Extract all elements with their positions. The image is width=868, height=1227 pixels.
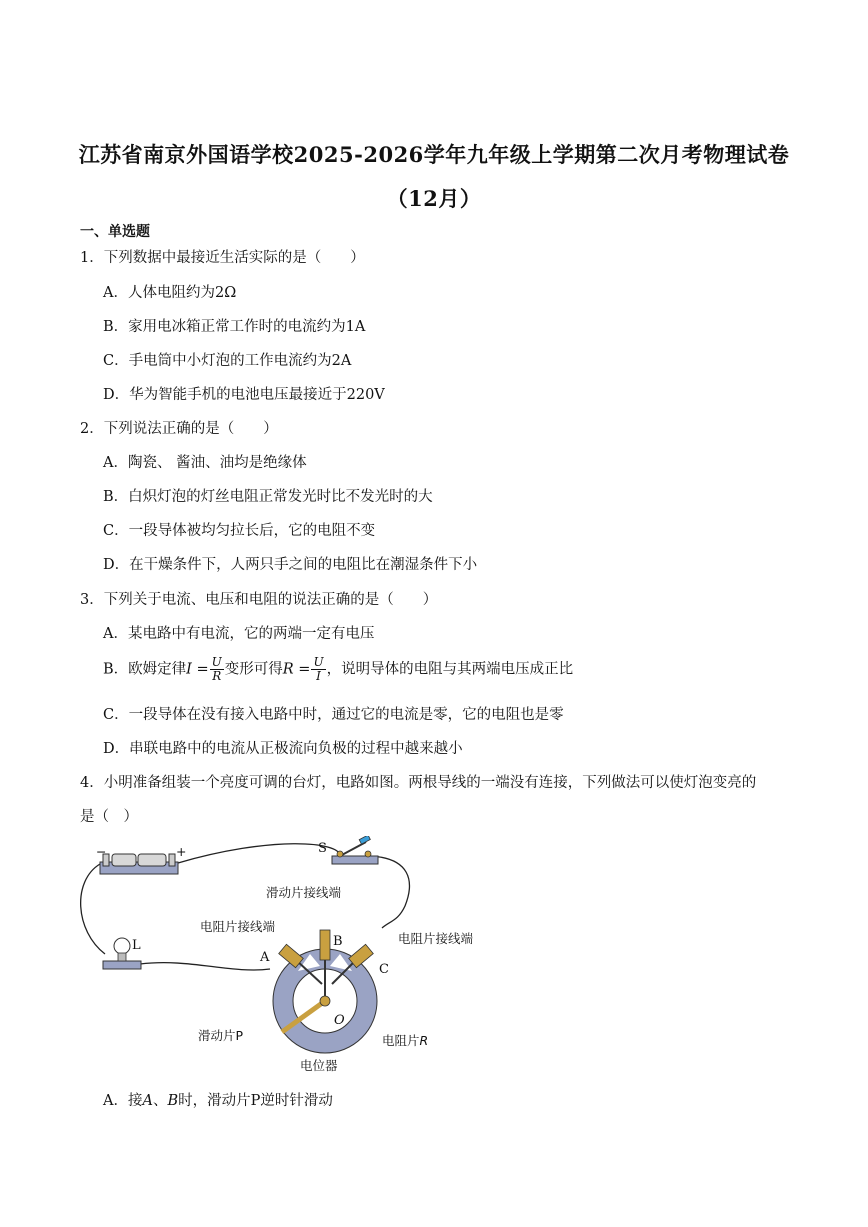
option-b-prefix: B．欧姆定律 xyxy=(103,661,187,678)
resistor-label xyxy=(382,1033,428,1048)
formula-2-numerator: U xyxy=(313,655,324,669)
question-1-stem: 1．下列数据中最接近生活实际的是（ ） xyxy=(80,250,365,266)
resistor-label-prefix: 电阻片 xyxy=(382,1033,420,1048)
center-o-label: O xyxy=(334,1013,345,1028)
question-4-stem-line2: 是（ ） xyxy=(80,809,138,825)
formula-1-denominator: R xyxy=(212,669,222,683)
exam-title: 江苏省南京外国语学校2025-2026学年九年级上学期第二次月考物理试卷 xyxy=(78,142,790,167)
terminal-b-label: B xyxy=(333,934,343,949)
question-4-option-a xyxy=(103,1091,333,1111)
switch-label: S xyxy=(318,841,327,856)
question-2-option-c: C．一段导体被均匀拉长后，它的电阻不变 xyxy=(103,523,376,539)
question-1-option-a: A．人体电阻约为2Ω xyxy=(103,285,237,301)
wire-battery-to-switch xyxy=(178,844,340,863)
slider-label: 滑动片P xyxy=(198,1028,244,1043)
formula-2-denominator: I xyxy=(316,669,321,683)
question-1-option-c: C．手电筒中小灯泡的工作电流约为2A xyxy=(103,353,352,369)
battery-icon xyxy=(100,854,178,874)
exam-subtitle: （12月） xyxy=(386,186,482,211)
slider-terminal-label: 滑动片接线端 xyxy=(266,885,342,900)
question-2-option-b: B．白炽灯泡的灯丝电阻正常发光时比不发光时的大 xyxy=(103,489,433,505)
question-1-option-d: D．华为智能手机的电池电压最接近于220V xyxy=(103,387,385,403)
formula-1-lhs: I = xyxy=(186,661,209,678)
q4a-letter-b: B xyxy=(167,1093,179,1109)
question-2-stem: 2．下列说法正确的是（ ） xyxy=(80,421,278,437)
formula-1-numerator: U xyxy=(211,655,222,669)
wire-switch-end xyxy=(370,856,409,928)
formula-2-fraction xyxy=(311,656,325,683)
question-3-option-b xyxy=(103,656,573,683)
lamp-label: L xyxy=(132,938,141,953)
switch-icon xyxy=(332,836,378,864)
q4a-prefix: A．接 xyxy=(103,1093,143,1109)
circuit-diagram xyxy=(70,836,490,1076)
battery-minus-label: − xyxy=(96,844,107,859)
resistor-terminal-left-label: 电阻片接线端 xyxy=(200,919,276,934)
question-1-option-b: B．家用电冰箱正常工作时的电流约为1A xyxy=(103,319,366,335)
question-2-option-d: D．在干燥条件下，人两只手之间的电阻比在潮湿条件下小 xyxy=(103,557,478,573)
question-2-option-a: A．陶瓷、 酱油、油均是绝缘体 xyxy=(103,455,307,471)
option-b-middle: 变形可得 xyxy=(224,661,283,678)
question-3-option-a: A．某电路中有电流，它的两端一定有电压 xyxy=(103,626,375,642)
q4a-suffix: 时，滑动片P逆时针滑动 xyxy=(178,1093,333,1109)
formula-1-fraction xyxy=(210,656,224,683)
terminal-c-label: C xyxy=(379,962,389,977)
terminal-a-label: A xyxy=(260,950,270,965)
resistor-terminal-right-label: 电阻片接线端 xyxy=(398,931,474,946)
option-b-suffix: ，说明导体的电阻与其两端电压成正比 xyxy=(326,661,574,678)
q4a-separator: 、 xyxy=(152,1093,168,1109)
formula-2-lhs: R = xyxy=(282,661,311,678)
potentiometer-icon xyxy=(273,930,377,1053)
potentiometer-label: 电位器 xyxy=(300,1058,338,1073)
question-3-option-d: D．串联电路中的电流从正极流向负极的过程中越来越小 xyxy=(103,741,463,757)
question-3-option-c: C．一段导体在没有接入电路中时，通过它的电流是零，它的电阻也是零 xyxy=(103,707,564,723)
question-3-stem: 3．下列关于电流、电压和电阻的说法正确的是（ ） xyxy=(80,592,438,608)
battery-plus-label: + xyxy=(176,844,187,859)
wire-battery-to-lamp xyxy=(81,864,105,954)
section-heading: 一、单选题 xyxy=(80,224,150,240)
q4a-letter-a: A xyxy=(142,1093,153,1109)
wire-lamp-end xyxy=(140,963,270,970)
resistor-label-r: R xyxy=(419,1033,429,1048)
question-4-stem-line1: 4．小明准备组装一个亮度可调的台灯，电路如图。两根导线的一端没有连接，下列做法可以使灯泡变亮的 xyxy=(80,775,757,791)
